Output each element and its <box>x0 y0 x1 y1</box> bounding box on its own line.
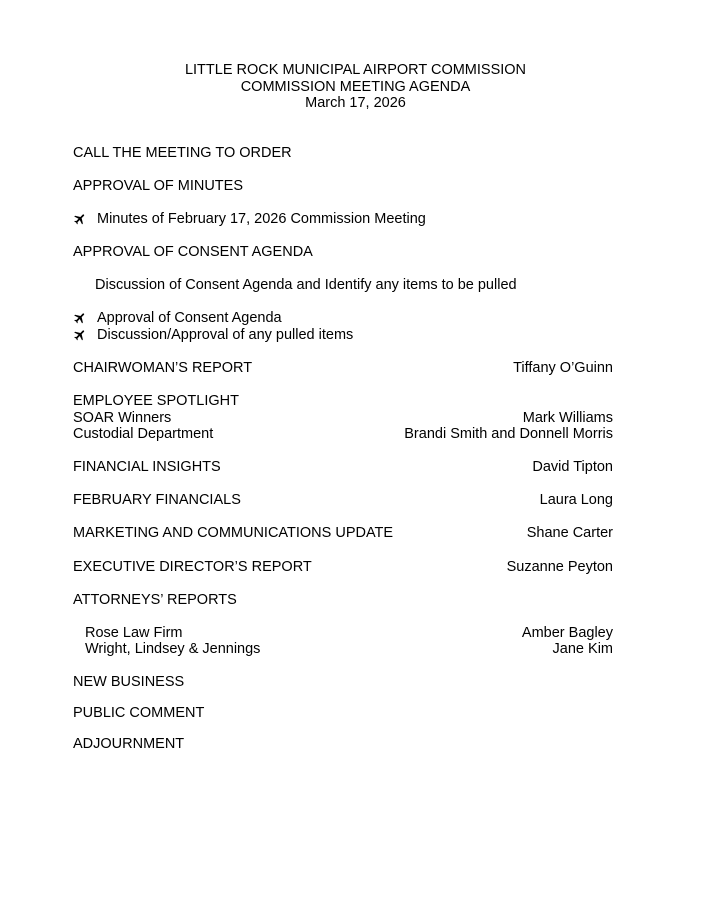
agenda-item-approval-of-minutes <box>73 178 613 195</box>
presenter-name: Suzanne Peyton <box>506 559 613 575</box>
item-title: ATTORNEYS’ REPORTS <box>73 592 237 608</box>
airplane-icon <box>73 311 87 325</box>
item-title: EXECUTIVE DIRECTOR’S REPORT <box>73 559 312 575</box>
item-title: FEBRUARY FINANCIALS <box>73 492 241 508</box>
spotlight-label: Custodial Department <box>73 426 214 442</box>
item-title: FINANCIAL INSIGHTS <box>73 459 221 475</box>
item-title: MARKETING AND COMMUNICATIONS UPDATE <box>73 525 394 541</box>
bullet-text: Approval of Consent Agenda <box>97 310 282 326</box>
presenter-name: Tiffany O’Guinn <box>513 360 613 376</box>
spotlight-label: SOAR Winners <box>73 410 172 426</box>
meeting-date: March 17, 2026 <box>305 95 406 111</box>
item-title: NEW BUSINESS <box>73 674 185 690</box>
agenda-item-adjournment <box>73 736 613 753</box>
agenda-item-attorneys-reports <box>73 592 613 609</box>
spotlight-row <box>73 410 613 427</box>
presenter-name: Brandi Smith and Donnell Morris <box>404 426 613 442</box>
presenter-name: Laura Long <box>539 492 613 508</box>
attorney-row <box>73 625 613 642</box>
airplane-icon <box>73 212 87 226</box>
bullet-text: Minutes of February 17, 2026 Commission Meeting <box>97 211 426 227</box>
agenda-item-call-to-order <box>73 145 613 162</box>
bullet-text: Discussion/Approval of any pulled items <box>97 327 354 343</box>
agenda-item-new-business <box>73 674 613 691</box>
presenter-name: Amber Bagley <box>521 625 613 641</box>
agenda-item-chairwoman-report <box>73 360 613 377</box>
consent-discussion-text: Discussion of Consent Agenda and Identify any items to be pulled <box>95 277 517 293</box>
presenter-name: David Tipton <box>532 459 613 475</box>
item-title: PUBLIC COMMENT <box>73 705 205 721</box>
agenda-item-financial-insights <box>73 459 613 476</box>
attorney-row <box>73 641 613 658</box>
law-firm-name: Wright, Lindsey & Jennings <box>85 641 261 657</box>
item-title: APPROVAL OF MINUTES <box>73 178 243 194</box>
agenda-item-employee-spotlight <box>73 393 613 410</box>
organization-title: LITTLE ROCK MUNICIPAL AIRPORT COMMISSION <box>184 62 527 78</box>
agenda-item-executive-director-report <box>73 559 613 576</box>
airplane-icon <box>73 328 87 342</box>
law-firm-name: Rose Law Firm <box>85 625 183 641</box>
item-title: CHAIRWOMAN’S REPORT <box>73 360 253 376</box>
spotlight-row <box>73 426 613 443</box>
agenda-item-february-financials <box>73 492 613 509</box>
agenda-item-public-comment <box>73 705 613 722</box>
presenter-name: Mark Williams <box>522 410 613 426</box>
item-title: APPROVAL OF CONSENT AGENDA <box>73 244 313 260</box>
presenter-name: Shane Carter <box>526 525 613 541</box>
item-title: ADJOURNMENT <box>73 736 185 752</box>
item-title: EMPLOYEE SPOTLIGHT <box>73 393 239 409</box>
presenter-name: Jane Kim <box>552 641 613 657</box>
document-header <box>0 62 711 112</box>
item-title: CALL THE MEETING TO ORDER <box>73 145 292 161</box>
agenda-item-consent-agenda <box>73 244 613 261</box>
agenda-title: COMMISSION MEETING AGENDA <box>240 78 471 95</box>
agenda-item-marketing-update <box>73 525 613 542</box>
